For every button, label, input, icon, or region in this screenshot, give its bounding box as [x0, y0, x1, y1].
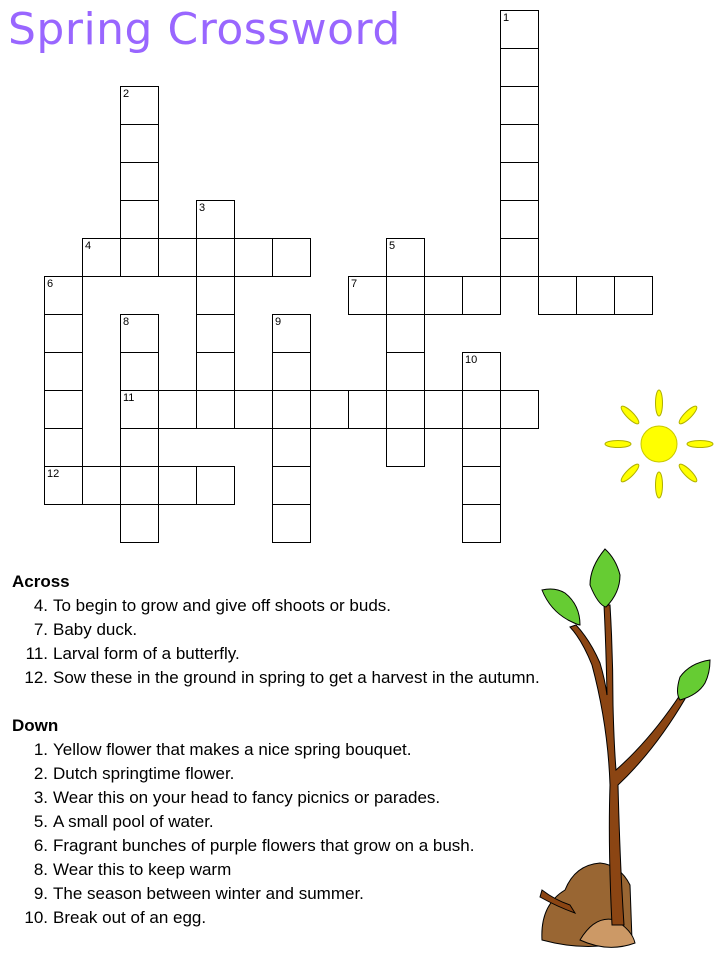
clue-down-8: 8. Wear this to keep warm	[33, 860, 232, 879]
clue-across-7: 7. Baby duck.	[33, 620, 138, 639]
grid-cell[interactable]	[272, 314, 311, 353]
grid-cell[interactable]	[44, 314, 83, 353]
grid-cell[interactable]	[462, 390, 501, 429]
down-section	[12, 714, 548, 930]
grid-cell[interactable]	[158, 466, 197, 505]
grid-cell[interactable]	[500, 124, 539, 163]
across-section	[12, 570, 548, 690]
grid-cell[interactable]	[272, 428, 311, 467]
grid-cell[interactable]	[500, 162, 539, 201]
grid-cell[interactable]	[272, 390, 311, 429]
clue-down-6: 6. Fragrant bunches of purple flowers that grow on a bush.	[33, 836, 475, 855]
grid-cell[interactable]	[386, 276, 425, 315]
grid-cell[interactable]	[462, 504, 501, 543]
grid-cell[interactable]	[120, 390, 159, 429]
down-heading: Down	[12, 716, 59, 735]
sapling-illustration	[520, 545, 715, 953]
grid-cell[interactable]	[120, 86, 159, 125]
cell-number: 3	[199, 202, 206, 214]
cell-number: 10	[465, 354, 478, 366]
grid-cell[interactable]	[500, 86, 539, 125]
grid-cell[interactable]	[120, 200, 159, 239]
grid-cell[interactable]	[158, 238, 197, 277]
cell-number: 5	[389, 240, 396, 252]
grid-cell[interactable]	[500, 238, 539, 277]
grid-cell[interactable]	[386, 390, 425, 429]
grid-cell[interactable]	[500, 10, 539, 49]
grid-cell[interactable]	[462, 466, 501, 505]
grid-cell[interactable]	[196, 390, 235, 429]
grid-cell[interactable]	[386, 428, 425, 467]
grid-cell[interactable]	[272, 466, 311, 505]
clue-down-10: 10. Break out of an egg.	[24, 908, 207, 927]
grid-cell[interactable]	[196, 466, 235, 505]
grid-cell[interactable]	[196, 200, 235, 239]
grid-cell[interactable]	[234, 390, 273, 429]
grid-cell[interactable]	[44, 428, 83, 467]
page-title: Spring Crossword	[8, 4, 401, 55]
grid-cell[interactable]	[196, 352, 235, 391]
grid-cell[interactable]	[272, 238, 311, 277]
cell-number: 7	[351, 278, 358, 290]
clue-down-1: 1. Yellow flower that makes a nice spring bouquet.	[33, 740, 412, 759]
grid-cell[interactable]	[348, 276, 387, 315]
grid-cell[interactable]	[120, 238, 159, 277]
cell-number: 8	[123, 316, 130, 328]
grid-cell[interactable]	[500, 200, 539, 239]
grid-cell[interactable]	[538, 276, 577, 315]
clue-across-12: 12. Sow these in the ground in spring to get a harvest in the autumn.	[24, 668, 540, 687]
grid-cell[interactable]	[272, 352, 311, 391]
clue-down-5: 5. A small pool of water.	[33, 812, 214, 831]
sun-illustration	[598, 385, 718, 505]
grid-cell[interactable]	[310, 390, 349, 429]
across-heading: Across	[12, 572, 70, 591]
grid-cell[interactable]	[120, 162, 159, 201]
grid-cell[interactable]	[234, 238, 273, 277]
cell-number: 12	[47, 468, 60, 480]
grid-cell[interactable]	[386, 314, 425, 353]
grid-cell[interactable]	[500, 48, 539, 87]
cell-number: 2	[123, 88, 130, 100]
clue-across-11: 11. Larval form of a butterfly.	[25, 644, 240, 663]
grid-cell[interactable]	[576, 276, 615, 315]
grid-cell[interactable]	[424, 276, 463, 315]
cell-number: 4	[85, 240, 92, 252]
cell-number: 9	[275, 316, 282, 328]
grid-cell[interactable]	[272, 504, 311, 543]
grid-cell[interactable]	[120, 466, 159, 505]
grid-cell[interactable]	[462, 352, 501, 391]
grid-cell[interactable]	[462, 428, 501, 467]
grid-cell[interactable]	[500, 390, 539, 429]
clues-panel	[12, 570, 548, 930]
cell-number: 6	[47, 278, 54, 290]
grid-cell[interactable]	[44, 466, 83, 505]
cell-number: 1	[503, 12, 510, 24]
grid-cell[interactable]	[348, 390, 387, 429]
grid-cell[interactable]	[462, 276, 501, 315]
clue-across-4: 4. To begin to grow and give off shoots or buds.	[33, 596, 392, 615]
grid-cell[interactable]	[386, 238, 425, 277]
grid-cell[interactable]	[44, 276, 83, 315]
cell-number: 11	[123, 392, 135, 404]
grid-cell[interactable]	[120, 504, 159, 543]
grid-cell[interactable]	[196, 238, 235, 277]
grid-cell[interactable]	[196, 314, 235, 353]
grid-cell[interactable]	[120, 428, 159, 467]
grid-cell[interactable]	[424, 390, 463, 429]
grid-cell[interactable]	[44, 390, 83, 429]
grid-cell[interactable]	[82, 238, 121, 277]
grid-cell[interactable]	[44, 352, 83, 391]
grid-cell[interactable]	[196, 276, 235, 315]
grid-cell[interactable]	[158, 390, 197, 429]
grid-cell[interactable]	[82, 466, 121, 505]
grid-cell[interactable]	[120, 314, 159, 353]
clue-down-3: 3. Wear this on your head to fancy picnics or parades.	[33, 788, 441, 807]
clue-down-9: 9. The season between winter and summer.	[33, 884, 364, 903]
clue-down-2: 2. Dutch springtime flower.	[33, 764, 235, 783]
grid-cell[interactable]	[120, 124, 159, 163]
grid-cell[interactable]	[386, 352, 425, 391]
grid-cell[interactable]	[614, 276, 653, 315]
grid-cell[interactable]	[120, 352, 159, 391]
